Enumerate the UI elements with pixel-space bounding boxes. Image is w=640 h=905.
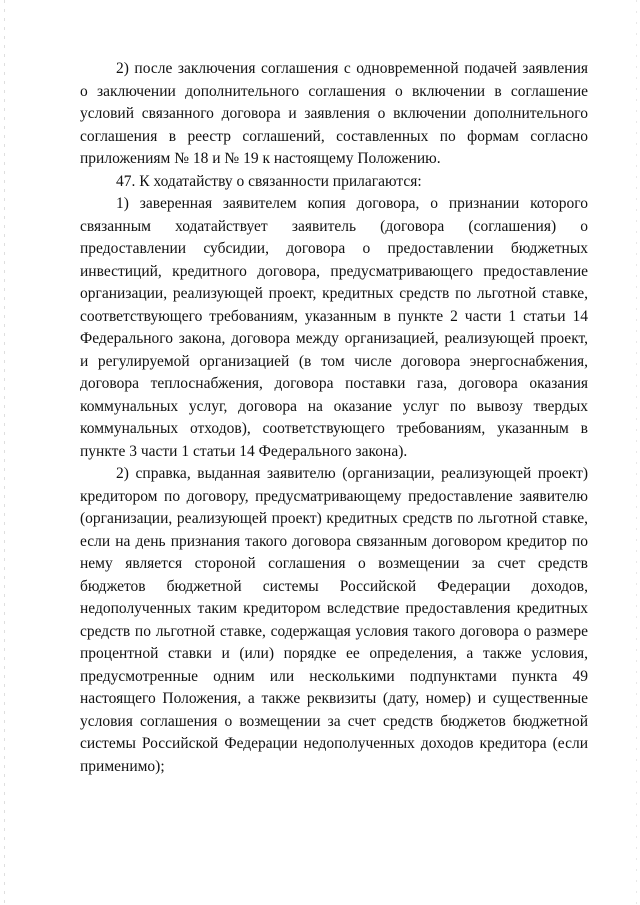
scan-edge-left (4, 0, 5, 905)
paragraph-item-2-after-agreement: 2) после заключения соглашения с одновременной подачей заявления о заключении дополнительного соглашения о включении в соглашение условий связанного договора и заявления о включении дополнительного соглашения в реестр соглашений, составленных по формам согласно приложениям № 18 и № 19 к настоящему Положению. (80, 60, 588, 167)
paragraph-47-attachments-heading: 47. К ходатайству о связанности прилагаются: (116, 172, 422, 190)
scan-edge-right (636, 0, 637, 905)
paragraph-item-1-certified-copy: 1) заверенная заявителем копия договора, о признании которого связанным ходатайствует заявитель (договора (соглашения) о предоставлении субсидии, договора о предоставлении бюджетных инвестиций, кредитного договора, предусматривающего предоставление организации, реализующей проект, кредитных средств по льготной ставке, соответствующего требованиям, указанным в пункте 2 части 1 статьи 14 Федерального закона, договора между организацией, реализующей проект, и регулируемой организацией (в том числе договора энергоснабжения, договора теплоснабжения, договора поставки газа, договора оказания коммунальных услуг, договора на оказание услуг по вывозу твердых коммунальных отходов), соответствующего требованиям, указанным в пункте 3 части 1 статьи 14 Федерального закона). (80, 195, 588, 460)
paragraph-item-2-creditor-certificate: 2) справка, выданная заявителю (организации, реализующей проект) кредитором по договору, предусматривающему предоставление заявителю (организации, реализующей проект) кредитных средств по льготной ставке, если на день признания такого договора связанным договором кредитор по нему является стороной соглашения о возмещении за счет средств бюджетов бюджетной системы Российской Федерации доходов, недополученных таким кредитором вследствие предоставления кредитных средств по льготной ставке, содержащая условия такого договора о размере процентной ставки и (или) порядке ее определения, а также условия, предусмотренные одним или несколькими подпунктами пункта 49 настоящего Положения, а также реквизиты (дату, номер) и существенные условия соглашения о возмещении за счет средств бюджетов бюджетной системы Российской Федерации недополученных доходов кредитора (если применимо); (80, 465, 588, 775)
document-body (80, 58, 588, 778)
